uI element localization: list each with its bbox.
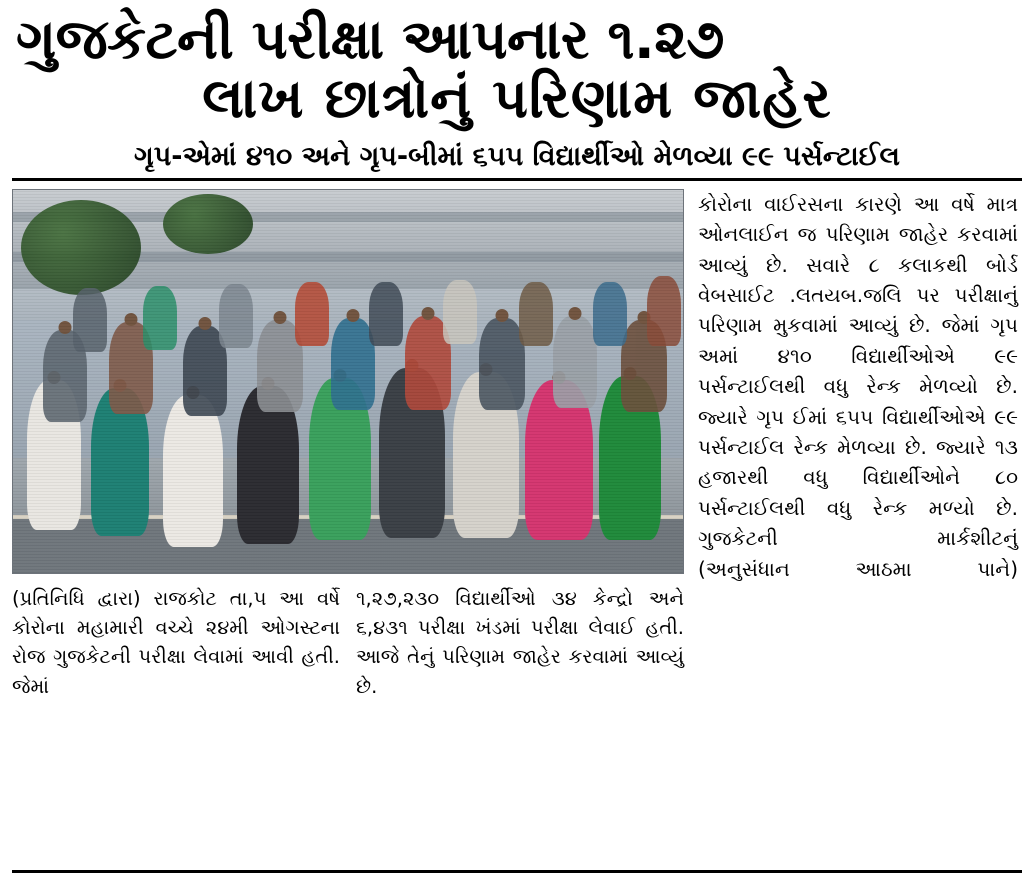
left-column: [12, 189, 684, 701]
photo-crowd: [13, 190, 683, 573]
photo-person: [219, 284, 253, 348]
photo-person: [593, 282, 627, 346]
photo-person-head: [125, 313, 138, 326]
caption-columns: [12, 584, 684, 701]
photo-person-head: [422, 307, 435, 320]
photo-person-head: [274, 311, 287, 324]
photo-person: [143, 286, 177, 350]
header-divider: [12, 178, 1022, 181]
photo-person: [73, 288, 107, 352]
page-title: [12, 7, 1022, 131]
photo-person-head: [199, 317, 212, 330]
caption-column-2: ૧,૨૭,૨૩૦ વિદ્યાર્થીઓ ૩૪ કેન્દ્રો અને ૬,૪૩૧ પરીક્ષા ખંડમાં પરીક્ષા લેવાઈ હતી. આજે તેનું પરિણામ જાહેર કરવામાં આવ્યું છે.: [356, 586, 684, 698]
photo-person: [369, 282, 403, 346]
headline-line-2: લાખ છાત્રોનું પરિણામ જાહેર: [202, 66, 832, 131]
photo-person-head: [569, 307, 582, 320]
photo-person-head: [496, 309, 509, 322]
story-text: કોરોના વાઈરસના કારણે આ વર્ષે માત્ર ઓનલાઈન જ પરિણામ જાહેર કરવામાં આવ્યું છે. સવારે ૮ કલાકથી બોર્ડ વેબસાઈટ .લતયબ.જલિ પર પરીક્ષાનું પરિણામ મુકવામાં આવ્યું છે. જેમાં ગૃપ અમાં ૪૧૦ વિદ્યાર્થીઓએ ૯૯ પર્સન્ટાઈલથી વધુ રેન્ક મેળવ્યો છે. જ્યારે ગૃપ ઈમાં ૬૫૫ વિદ્યાર્થીઓએ ૯૯ પર્સન્ટાઈલ રેન્ક મેળવ્યા છે. જ્યારે ૧૩ હજારથી વધુ વિદ્યાર્થીઓને ૮૦ પર્સન્ટાઈલથી વધુ રેન્ક મળ્યો છે. ગુજકેટની માર્કશીટનું: [698, 191, 1018, 551]
article-photo: [12, 189, 684, 574]
photo-person: [647, 276, 681, 346]
headline-line-1: ગુજકેટની પરીક્ષા આપનાર ૧.૨૭: [16, 7, 724, 71]
photo-person: [519, 282, 553, 346]
sub-headline: ગૃપ-એમાં ૪૧૦ અને ગૃપ-બીમાં ૬૫૫ વિદ્યાર્થીઓ મેળવ્યા ૯૯ પર્સન્ટાઈલ: [134, 140, 900, 172]
photo-person: [295, 282, 329, 346]
right-column: [698, 189, 1018, 584]
photo-person-head: [347, 309, 360, 322]
article-body: [12, 189, 1022, 701]
photo-person: [163, 395, 223, 547]
footer-divider: [12, 870, 1022, 873]
photo-person: [443, 280, 477, 344]
photo-person: [553, 316, 597, 408]
photo-person-head: [59, 321, 72, 334]
caption-column-1: (પ્રતિનિધિ દ્વારા) રાજકોટ તા,૫ આ વર્ષે કોરોના મહામારી વચ્ચે ૨૪મી ઓગસ્ટના રોજ ગુજકેટની પરીક્ષા લેવામાં આવી હતી. જેમાં: [12, 586, 340, 698]
story-jump-line: (અનુસંધાન આઠમા પાને): [698, 556, 1018, 581]
